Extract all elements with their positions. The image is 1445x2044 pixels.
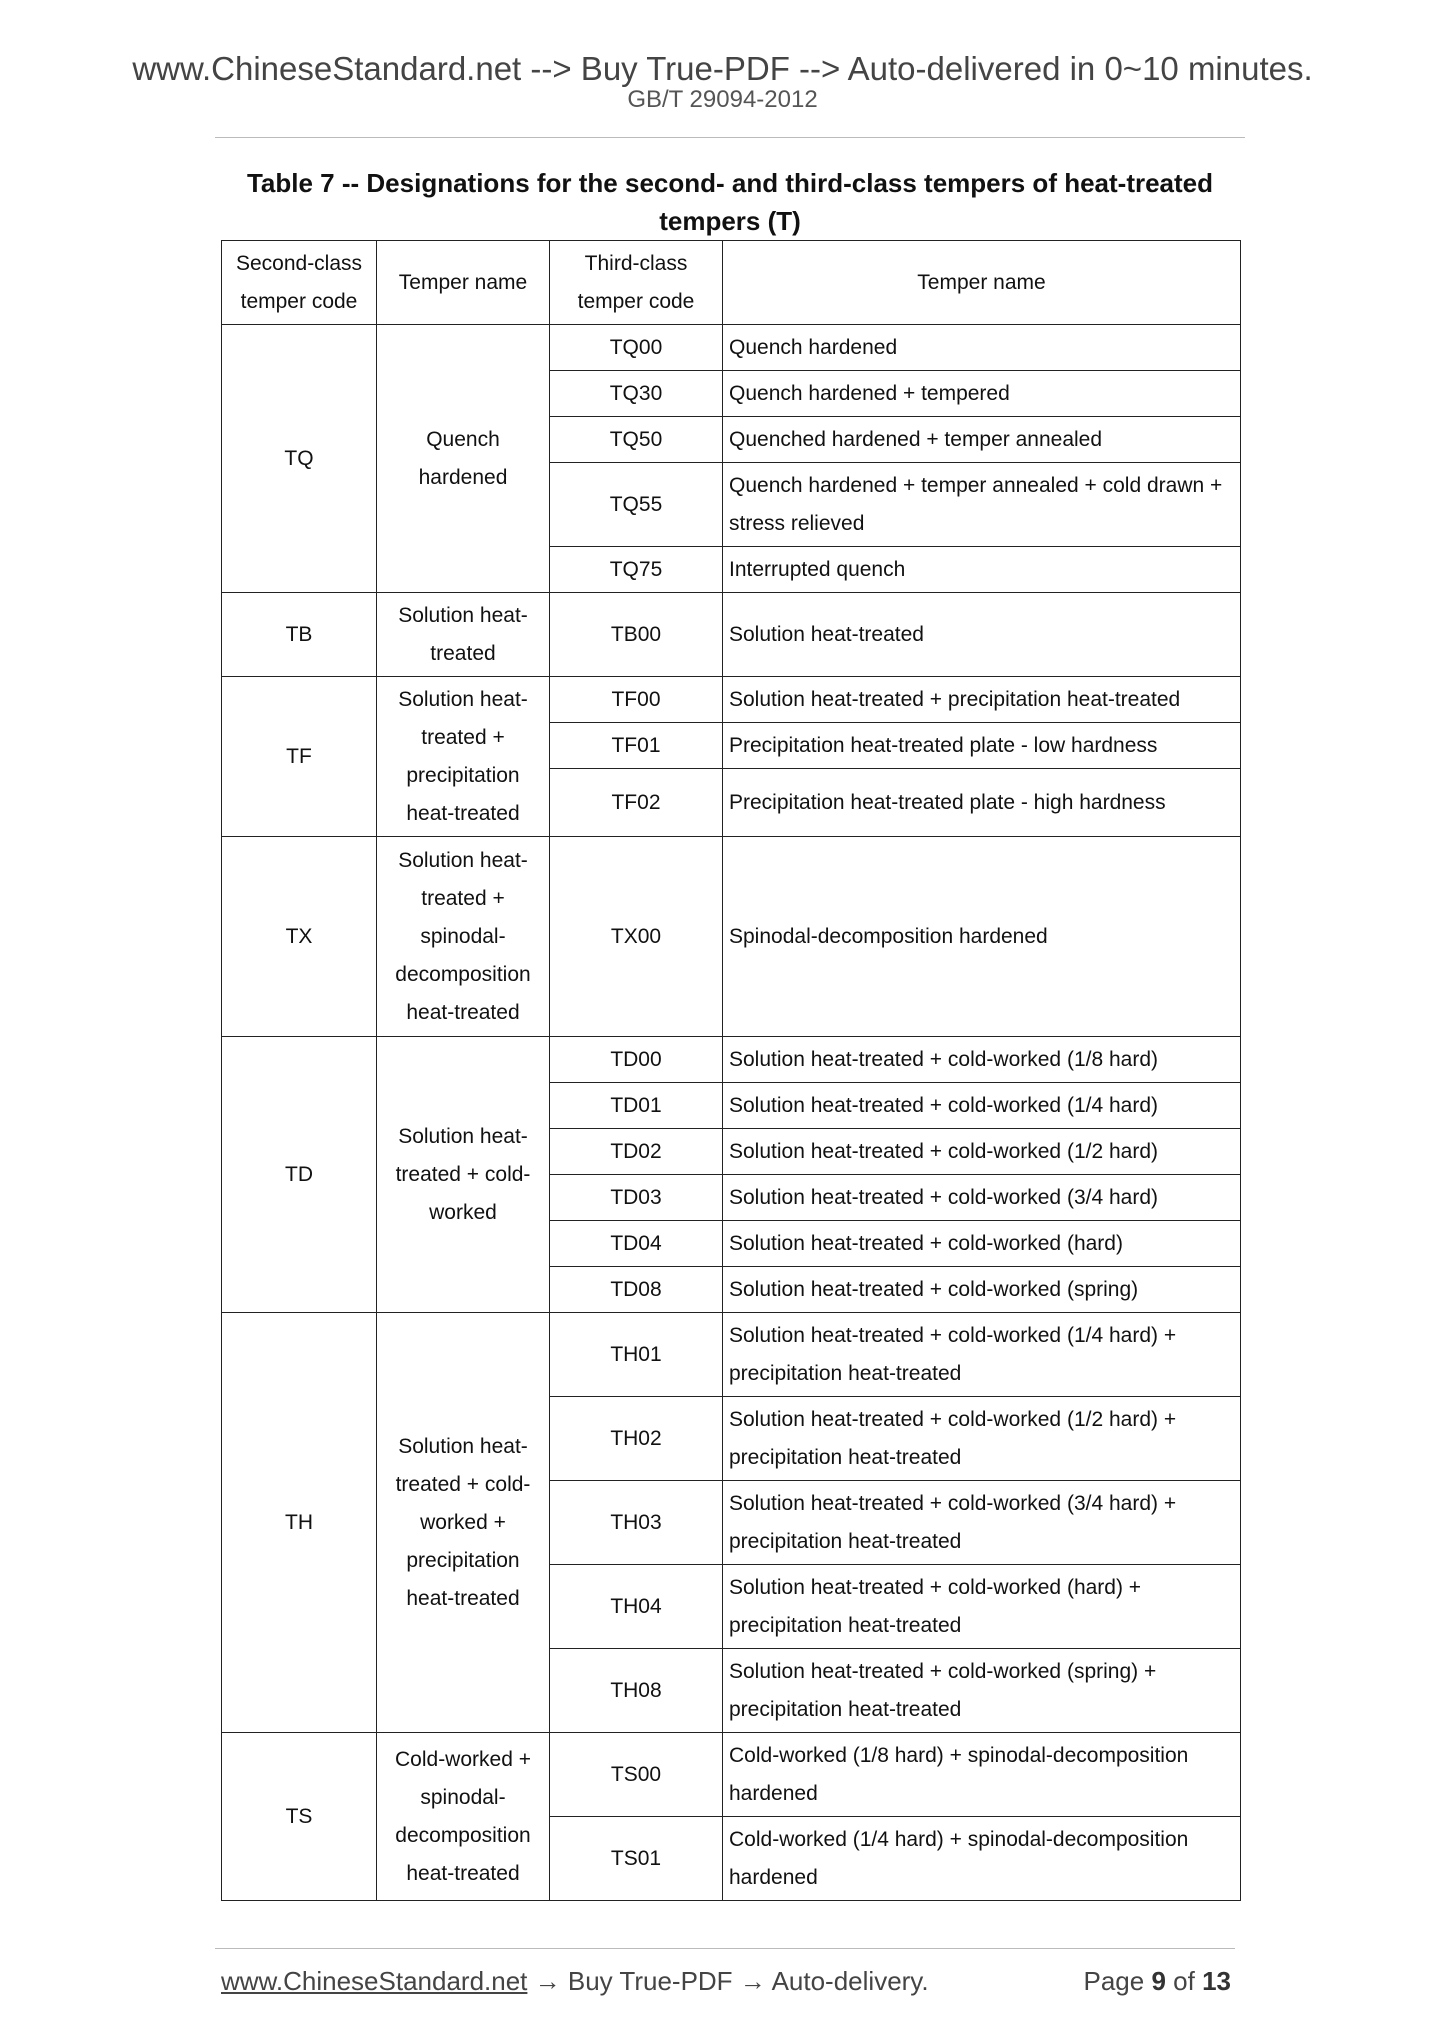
page-label: Page [1083, 1966, 1145, 1996]
table-row [222, 593, 1241, 677]
group-temper-name: Quench hardened [377, 325, 550, 593]
group-temper-name: Solution heat-treated + cold-worked [377, 1037, 550, 1313]
header-banner: www.ChineseStandard.net --> Buy True-PDF --> Auto-delivered in 0~10 minutes. [132, 50, 1313, 87]
third-class-temper-name: Solution heat-treated + cold-worked (hard) + precipitation heat-treated [723, 1565, 1241, 1649]
third-class-temper-name: Quench hardened [723, 325, 1241, 371]
third-class-code: TB00 [550, 593, 723, 677]
temper-designation-table [221, 240, 1241, 1901]
third-class-temper-name: Solution heat-treated + cold-worked (1/2 hard) [723, 1129, 1241, 1175]
third-class-code: TF02 [550, 769, 723, 837]
group-temper-name: Solution heat-treated + cold-worked + precipitation heat-treated [377, 1313, 550, 1733]
third-class-code: TD02 [550, 1129, 723, 1175]
third-class-temper-name: Solution heat-treated + cold-worked (spring) [723, 1267, 1241, 1313]
footer-site-link[interactable]: www.ChineseStandard.net [221, 1966, 528, 1996]
table-row [222, 325, 1241, 371]
table-row [222, 677, 1241, 723]
third-class-code: TH08 [550, 1649, 723, 1733]
third-class-code: TF00 [550, 677, 723, 723]
group-temper-name: Cold-worked + spinodal-decomposition heat-treated [377, 1733, 550, 1901]
third-class-code: TH01 [550, 1313, 723, 1397]
third-class-temper-name: Interrupted quench [723, 547, 1241, 593]
header-divider [215, 137, 1245, 138]
table-row [222, 1313, 1241, 1397]
page-indicator [1083, 1968, 1231, 1994]
third-class-temper-name: Quench hardened + temper annealed + cold drawn + stress relieved [723, 463, 1241, 547]
third-class-code: TS01 [550, 1817, 723, 1901]
group-code: TH [222, 1313, 377, 1733]
table-row [222, 837, 1241, 1037]
column-header-second-class-code: Second-class temper code [222, 241, 377, 325]
group-code: TD [222, 1037, 377, 1313]
page-of: of [1173, 1966, 1195, 1996]
third-class-code: TQ00 [550, 325, 723, 371]
table-row [222, 1037, 1241, 1083]
third-class-temper-name: Cold-worked (1/4 hard) + spinodal-decomposition hardened [723, 1817, 1241, 1901]
third-class-code: TQ30 [550, 371, 723, 417]
third-class-code: TF01 [550, 723, 723, 769]
third-class-temper-name: Precipitation heat-treated plate - low hardness [723, 723, 1241, 769]
page-current: 9 [1151, 1966, 1166, 1996]
page-total: 13 [1202, 1966, 1231, 1996]
footer-divider [215, 1948, 1235, 1949]
third-class-code: TH02 [550, 1397, 723, 1481]
third-class-code: TD04 [550, 1221, 723, 1267]
group-code: TQ [222, 325, 377, 593]
group-temper-name: Solution heat-treated + precipitation heat-treated [377, 677, 550, 837]
column-header-third-class-temper-name: Temper name [723, 241, 1241, 325]
third-class-temper-name: Quench hardened + tempered [723, 371, 1241, 417]
third-class-temper-name: Quenched hardened + temper annealed [723, 417, 1241, 463]
third-class-code: TD03 [550, 1175, 723, 1221]
third-class-temper-name: Solution heat-treated + cold-worked (1/4 hard) + precipitation heat-treated [723, 1313, 1241, 1397]
column-header-temper-name: Temper name [377, 241, 550, 325]
group-code: TS [222, 1733, 377, 1901]
footer-promo [221, 1968, 929, 1994]
third-class-temper-name: Solution heat-treated + cold-worked (spring) + precipitation heat-treated [723, 1649, 1241, 1733]
third-class-code: TS00 [550, 1733, 723, 1817]
third-class-code: TD01 [550, 1083, 723, 1129]
group-code: TB [222, 593, 377, 677]
group-temper-name: Solution heat-treated [377, 593, 550, 677]
third-class-temper-name: Solution heat-treated + cold-worked (1/2 hard) + precipitation heat-treated [723, 1397, 1241, 1481]
third-class-temper-name: Solution heat-treated + cold-worked (3/4 hard) + precipitation heat-treated [723, 1481, 1241, 1565]
third-class-temper-name: Solution heat-treated [723, 593, 1241, 677]
third-class-temper-name: Solution heat-treated + cold-worked (hard) [723, 1221, 1241, 1267]
group-temper-name: Solution heat-treated + spinodal-decomposition heat-treated [377, 837, 550, 1037]
group-code: TF [222, 677, 377, 837]
third-class-temper-name: Spinodal-decomposition hardened [723, 837, 1241, 1037]
third-class-temper-name: Solution heat-treated + cold-worked (1/4 hard) [723, 1083, 1241, 1129]
third-class-temper-name: Solution heat-treated + cold-worked (3/4 hard) [723, 1175, 1241, 1221]
third-class-temper-name: Solution heat-treated + precipitation heat-treated [723, 677, 1241, 723]
third-class-code: TH03 [550, 1481, 723, 1565]
document-code: GB/T 29094-2012 [627, 86, 818, 113]
footer-tagline: → Buy True-PDF → Auto-delivery. [527, 1966, 929, 1996]
third-class-temper-name: Solution heat-treated + cold-worked (1/8 hard) [723, 1037, 1241, 1083]
third-class-code: TH04 [550, 1565, 723, 1649]
third-class-temper-name: Precipitation heat-treated plate - high hardness [723, 769, 1241, 837]
table-header-row [222, 241, 1241, 325]
table-title: Table 7 -- Designations for the second- and third-class tempers of heat-treated tempers (T) [246, 168, 1214, 236]
third-class-code: TD08 [550, 1267, 723, 1313]
column-header-third-class-code: Third-class temper code [550, 241, 723, 325]
table-row [222, 1733, 1241, 1817]
third-class-code: TQ55 [550, 463, 723, 547]
group-code: TX [222, 837, 377, 1037]
third-class-code: TQ75 [550, 547, 723, 593]
third-class-code: TD00 [550, 1037, 723, 1083]
third-class-temper-name: Cold-worked (1/8 hard) + spinodal-decomposition hardened [723, 1733, 1241, 1817]
third-class-code: TX00 [550, 837, 723, 1037]
third-class-code: TQ50 [550, 417, 723, 463]
